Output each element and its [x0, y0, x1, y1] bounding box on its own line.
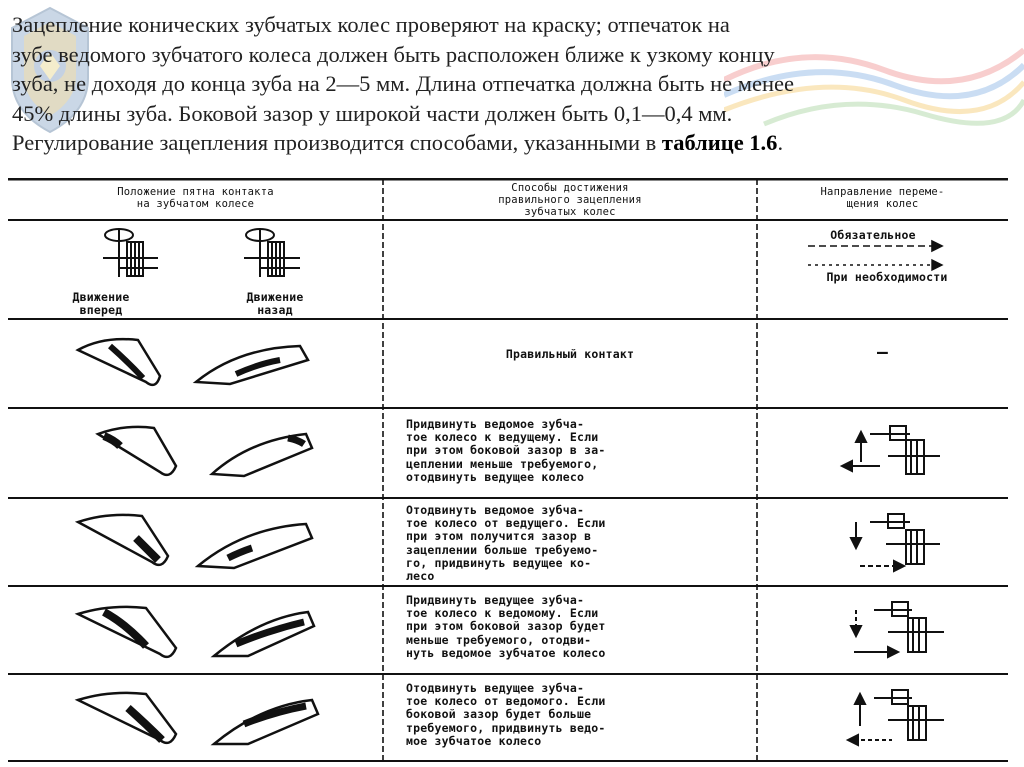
paragraph-line: зуба, не доходя до конца зуба на 2—5 мм. Длина отпечатка должна быть не менее [12, 71, 795, 96]
method-text-row1 [383, 348, 757, 361]
header-line: зубчатых колес [524, 206, 616, 218]
method-line: тое колесо к ведомому. Если [406, 606, 599, 621]
method-line: боковой зазор будет больше [406, 707, 592, 722]
gear-schematic-forward-icon [103, 229, 158, 277]
method-line: го, придвинуть ведущее ко- [406, 555, 592, 570]
method-line: нуть ведомое зубчатое колесо [406, 645, 606, 660]
method-line: Придвинуть ведомое зубча- [406, 417, 585, 431]
direction-diagram-row2-icon [842, 426, 940, 474]
method-line: мое зубчатое колесо [406, 733, 542, 748]
paragraph-line: 45% длины зуба. Боковой зазор у широкой части должен быть 0,1—0,4 мм. [12, 100, 733, 126]
direction-diagram-row5-icon [848, 690, 944, 745]
tooth-contact-sketch-row2 [98, 427, 312, 476]
paragraph-line [12, 128, 1012, 158]
direction-none-row1: — [876, 342, 889, 363]
method-line: тое колесо к ведущему. Если [406, 430, 599, 445]
legend-line: вперед [79, 303, 123, 318]
direction-diagram-row3-icon [851, 514, 940, 571]
method-line: Отодвинуть ведомое зубча- [406, 503, 585, 517]
legend-line: Движение [246, 290, 304, 304]
paragraph-end: . [777, 130, 784, 155]
header-methods [383, 182, 757, 218]
legend-line: Движение [72, 290, 130, 304]
header-contact-position [8, 186, 383, 210]
header-line: Способы достижения [511, 182, 629, 194]
slide-paragraph [12, 10, 1012, 158]
method-text-row2 [406, 418, 756, 484]
paragraph-text: Регулирование зацепления производится способами, указанными в [12, 130, 662, 155]
paragraph-line: Зацепление конических зубчатых колес проверяют на краску; отпечаток на [12, 12, 730, 37]
method-line: Отодвинуть ведущее зубча- [406, 681, 585, 695]
method-line: при этом боковой зазор в за- [406, 443, 606, 458]
legend-back-label [210, 291, 340, 317]
table-reference-link[interactable]: таблице 1.6 [661, 130, 778, 155]
header-line: правильного зацепления [498, 194, 642, 206]
legend-optional-label: При необходимости [826, 270, 948, 284]
method-line: тое колесо от ведомого. Если [406, 694, 606, 709]
legend-mandatory-label: Обязательное [830, 228, 916, 242]
method-line: при этом боковой зазор будет [406, 619, 606, 634]
optional-arrow-icon [808, 260, 942, 270]
direction-diagram-row4-icon [851, 602, 944, 657]
header-line: на зубчатом колесе [136, 198, 255, 210]
method-line: цеплении меньше требуемого, [406, 456, 599, 471]
tooth-contact-sketch-row4 [78, 607, 314, 657]
method-line: лесо [406, 569, 435, 584]
method-text-row5 [406, 682, 756, 748]
method-line: тое колесо от ведущего. Если [406, 516, 606, 531]
tooth-contact-sketch-row3 [78, 515, 312, 568]
method-line: Правильный контакт [505, 347, 635, 361]
method-text-row3 [406, 504, 756, 583]
paragraph-line: зубе ведомого зубчатого колеса должен быть расположен ближе к узкому концу [12, 41, 775, 67]
method-text-row4 [406, 594, 756, 660]
header-direction [757, 186, 1008, 210]
header-line: Положение пятна контакта [117, 186, 274, 198]
gear-contact-table [8, 178, 1008, 763]
legend-forward-label [36, 291, 166, 317]
method-line: Придвинуть ведущее зубча- [406, 593, 585, 607]
tooth-contact-sketch-row5 [78, 693, 318, 744]
mandatory-arrow-icon [808, 241, 942, 251]
method-line: требуемого, придвинуть ведо- [406, 720, 606, 735]
method-line: зацеплении больше требуемо- [406, 542, 599, 557]
method-line: отодвинуть ведущее колесо [406, 469, 585, 484]
legend-line: назад [257, 303, 293, 318]
method-line: при этом получится зазор в [406, 529, 592, 544]
header-line: Направление переме- [820, 186, 945, 198]
gear-schematic-back-icon [244, 229, 300, 277]
header-line: щения колес [846, 198, 919, 210]
method-line: меньше требуемого, отодви- [406, 632, 592, 647]
tooth-contact-sketch-correct [78, 339, 308, 385]
